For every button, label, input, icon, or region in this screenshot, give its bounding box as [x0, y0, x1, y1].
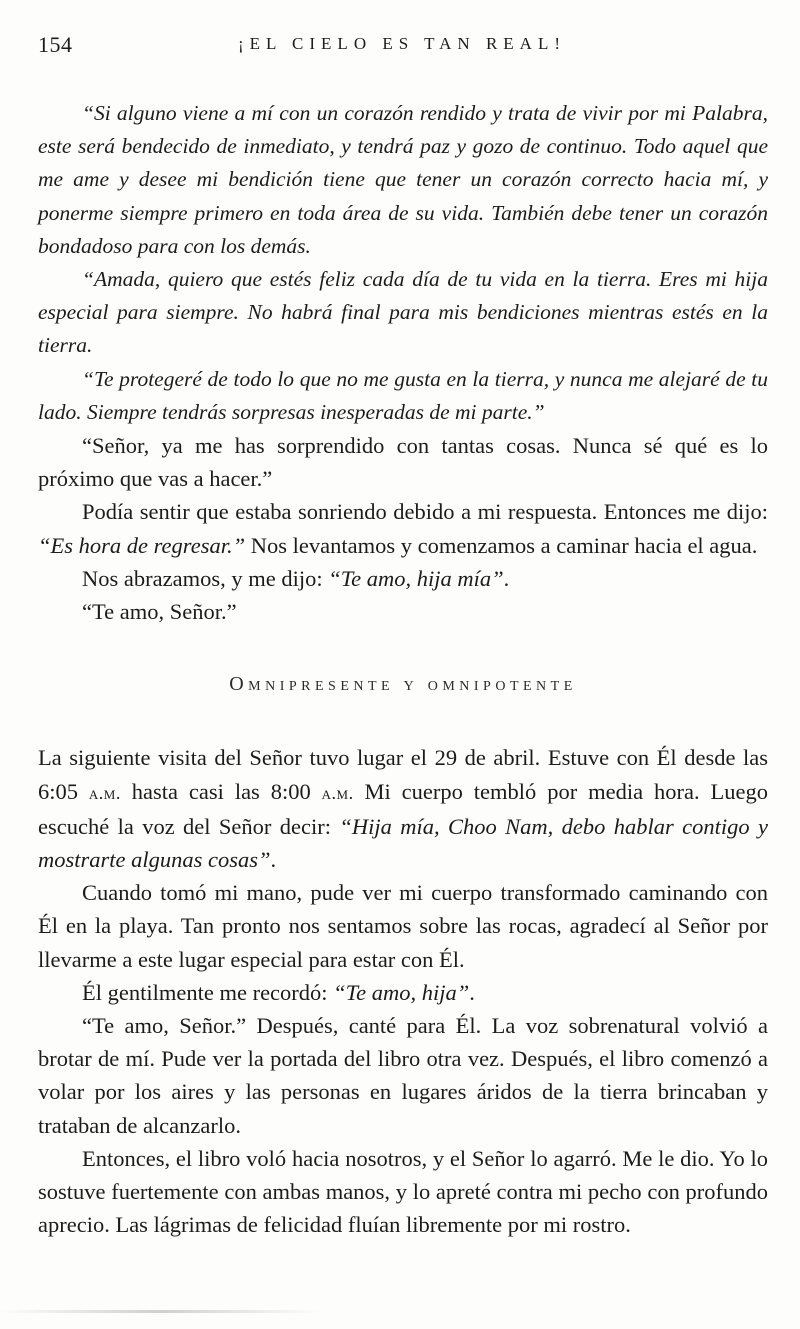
running-head [38, 32, 762, 62]
paragraph [38, 495, 768, 561]
paragraph: “Te amo, Señor.” [82, 599, 237, 625]
quote-italic: “Te amo, hija mía” [328, 565, 504, 591]
section-heading: Omnipresente y omnipotente [229, 673, 577, 696]
paragraph-text: Él gentilmente me recordó: [82, 979, 334, 1005]
page-number: 154 [38, 32, 73, 57]
paragraph-text: . [270, 847, 277, 873]
paragraph-text: . [469, 979, 475, 1005]
paragraph: “Te protegeré de todo lo que no me gusta en la tierra, y nunca me alejaré de tu lado. Siempre tendrás sorpresas inesperadas de mi parte.” [38, 366, 768, 424]
quote-italic: “Hija mía, Choo Nam, debo hablar contigo y mostrarte algunas cosas” [38, 813, 768, 873]
paragraph: “Amada, quiero que estés feliz cada día de tu vida en la tierra. Eres mi hija especial para siempre. No habrá final para mis bendiciones mientras estés en la tierra. [38, 267, 768, 358]
paragraph-text: hasta casi las 8:00 [120, 778, 322, 804]
paragraph-text: Podía sentir que estaba sonriendo debido a mi respuesta. Entonces me dijo: [82, 499, 768, 525]
scan-smudge [0, 1310, 320, 1313]
paragraph-text: Mi cuerpo tembló por media hora. Luego escuché la voz del Señor decir: [38, 778, 768, 839]
book-title: ¡EL CIELO ES TAN REAL! [238, 34, 566, 53]
paragraph: “Te amo, Señor.” Después, canté para Él. La voz sobrenatural volvió a brotar de mí. Pude ver la portada del libro otra vez. Después, el libro comenzó a volar por los aires y las personas en lugares áridos de la tierra brincaban y trataban de alcanzarlo. [38, 1013, 768, 1138]
paragraph: Entonces, el libro voló hacia nosotros, y el Señor lo agarró. Me le dio. Yo lo sostuve fuertemente con ambas manos, y lo apreté contra mi pecho con profundo aprecio. Las lágrimas de felicidad fluían libremente por mi rostro. [38, 1145, 768, 1238]
paragraph [38, 562, 768, 595]
body-text [38, 97, 768, 1242]
paragraph-text: La siguiente visita del Señor tuvo lugar el 29 de abril. Estuve con Él desde las 6:05 [38, 745, 768, 804]
paragraph-text: Nos levantamos y comenzamos a caminar hacia el agua. [245, 532, 758, 558]
paragraph: Cuando tomó mi mano, pude ver mi cuerpo transformado caminando con Él en la playa. Tan pronto nos sentamos sobre las rocas, agradecí al Señor por llevarme a este lugar especial para estar con Él. [38, 880, 768, 972]
quote-italic: “Es hora de regresar.” [38, 532, 246, 558]
paragraph [38, 976, 768, 1009]
paragraph-text: . [503, 565, 510, 591]
paragraph-text: Nos abrazamos, y me dijo: [82, 565, 329, 591]
paragraph: “Si alguno viene a mí con un corazón rendido y trata de vivir por mi Palabra, este será bendecido de inmediato, y tendrá paz y gozo de continuo. Todo aquel que me ame y desee mi bendición tiene que tener un corazón correcto hacia mí, y ponerme siempre primero en toda área de su vida. También debe tener un corazón bondadoso para con los demás. [38, 101, 768, 258]
time-suffix: a.m. [321, 782, 354, 803]
quote-italic: “Te amo, hija” [333, 979, 470, 1005]
paragraph: “Señor, ya me has sorprendido con tantas cosas. Nunca sé qué es lo próximo que vas a hacer.” [38, 433, 768, 492]
paragraph [38, 741, 768, 876]
time-suffix: a.m. [88, 782, 121, 803]
